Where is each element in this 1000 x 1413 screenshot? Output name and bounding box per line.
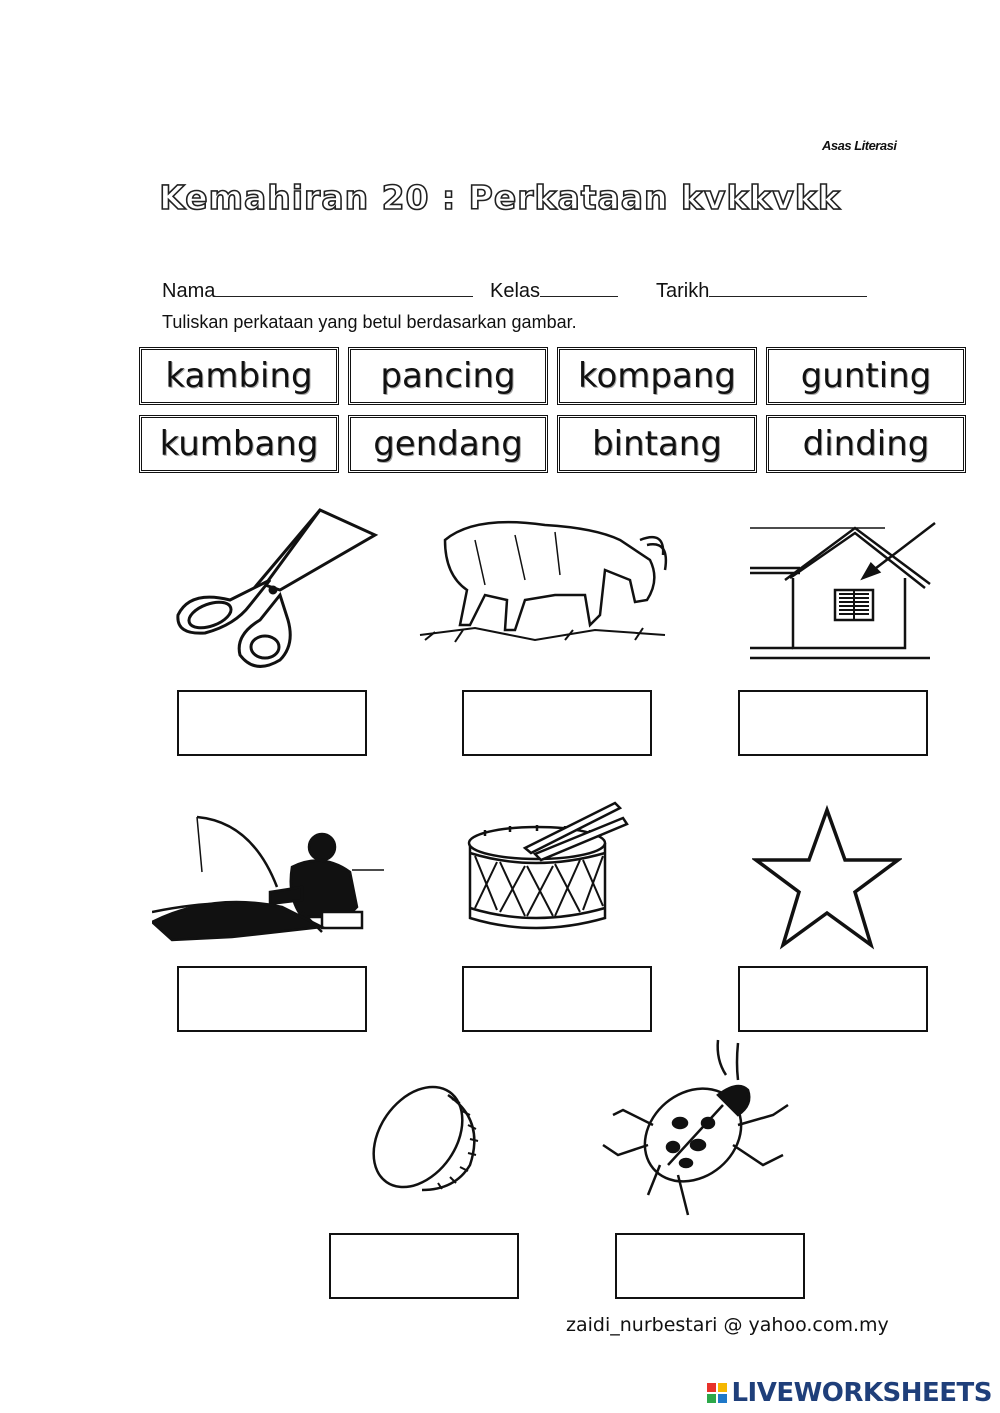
drum-icon [465, 798, 630, 938]
date-field [656, 280, 867, 303]
house-wall-icon [745, 518, 945, 663]
date-line[interactable] [709, 280, 867, 297]
answer-box[interactable] [738, 966, 928, 1032]
word-bank-item: gendang [348, 415, 548, 473]
name-line[interactable] [215, 280, 473, 297]
page-title: Kemahiran 20 : Perkataan kvkkvkk [159, 178, 841, 217]
answer-box[interactable] [177, 690, 367, 756]
class-line[interactable] [540, 280, 618, 297]
fishing-icon [152, 812, 384, 942]
name-field [162, 280, 473, 303]
author-email: zaidi_nurbestari @ yahoo.com.my [566, 1314, 889, 1336]
word-bank-item: kambing [139, 347, 339, 405]
class-label: Kelas [490, 280, 541, 302]
word-bank-item: kumbang [139, 415, 339, 473]
word-bank-item: kompang [557, 347, 757, 405]
answer-box[interactable] [462, 690, 652, 756]
answer-box[interactable] [738, 690, 928, 756]
answer-box[interactable] [462, 966, 652, 1032]
name-label: Nama [162, 280, 216, 302]
brand-footer [707, 1378, 992, 1408]
class-field [490, 280, 618, 303]
header-tag: Asas Literasi [822, 138, 897, 153]
brand-name: LIVEWORKSHEETS [731, 1378, 992, 1408]
answer-box[interactable] [329, 1233, 519, 1299]
liveworksheets-logo-icon [707, 1383, 727, 1403]
word-bank-item: pancing [348, 347, 548, 405]
instruction-text: Tuliskan perkataan yang betul berdasarkan gambar. [162, 312, 577, 332]
star-icon [752, 805, 902, 950]
word-bank-item: bintang [557, 415, 757, 473]
word-bank-item: dinding [766, 415, 966, 473]
beetle-icon [598, 1035, 793, 1225]
word-bank-item: gunting [766, 347, 966, 405]
goat-icon [415, 500, 675, 650]
date-label: Tarikh [656, 280, 710, 302]
answer-box[interactable] [615, 1233, 805, 1299]
answer-box[interactable] [177, 966, 367, 1032]
scissors-icon [170, 505, 380, 675]
kompang-icon [360, 1075, 490, 1195]
